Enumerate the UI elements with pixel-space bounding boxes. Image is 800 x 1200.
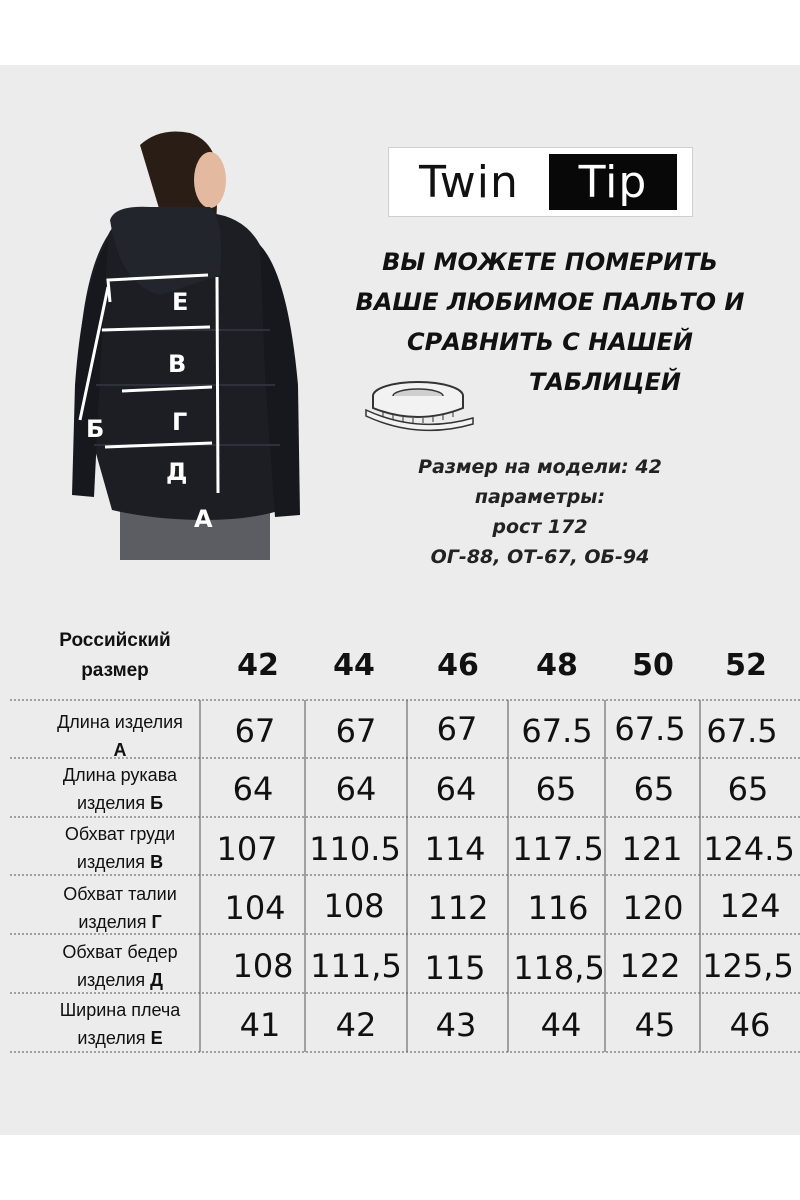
measuring-tape-icon (358, 374, 478, 434)
table-cell: 111,5 (310, 947, 402, 985)
row-label-text: Обхват талии (63, 884, 177, 904)
row-label-chest (22, 820, 218, 876)
table-cell: 108 (232, 947, 294, 985)
row-label-text: Ширина плеча (59, 1000, 181, 1020)
jacket-drawing (60, 125, 320, 560)
table-cell: 124.5 (703, 830, 795, 868)
model-height: рост 172 (492, 516, 588, 538)
table-cell: 65 (633, 770, 675, 808)
table-cell: 120 (622, 889, 684, 927)
table-cell: 42 (335, 1006, 377, 1044)
size-column-label (40, 626, 190, 686)
table-cell: 122 (619, 947, 681, 985)
table-cell: 114 (424, 830, 486, 868)
letter-b: Б (86, 415, 105, 443)
letter-e: Е (172, 288, 189, 316)
size-header: 44 (333, 648, 375, 683)
table-cell: 110.5 (309, 830, 401, 868)
table-cell: 43 (435, 1006, 477, 1044)
size-header: 46 (437, 648, 479, 683)
row-label-letter: Е (150, 1028, 163, 1048)
row-label-prefix: изделия (78, 912, 147, 932)
jacket-model-illustration (60, 125, 320, 560)
size-header: 50 (632, 648, 674, 683)
headline-line: ВЫ МОЖЕТЕ ПОМЕРИТЬ (382, 248, 718, 276)
table-cell: 67.5 (614, 710, 686, 748)
logo-word-right: Tip (549, 154, 677, 210)
row-label-prefix: изделия (77, 1028, 146, 1048)
table-cell: 112 (427, 889, 489, 927)
size-header: 48 (536, 648, 578, 683)
letter-a: А (194, 505, 213, 533)
row-label-letter: В (150, 852, 164, 872)
table-cell: 65 (727, 770, 769, 808)
table-cell: 64 (335, 770, 377, 808)
letter-v: В (168, 350, 187, 378)
letter-g: Г (172, 408, 188, 436)
table-cell: 45 (634, 1006, 676, 1044)
row-label-letter: Г (151, 912, 162, 932)
table-cell: 104 (224, 889, 286, 927)
model-parameters (380, 452, 700, 572)
row-label-waist (22, 880, 218, 936)
table-cell: 124 (719, 887, 781, 925)
table-cell: 118,5 (513, 949, 605, 987)
size-label-line: размер (81, 660, 149, 681)
row-label-text: Обхват груди (64, 824, 176, 844)
headline-line: ВАШЕ ЛЮБИМОЕ ПАЛЬТО И (355, 288, 745, 316)
table-cell: 41 (239, 1006, 281, 1044)
model-size: Размер на модели: 42 (418, 456, 662, 478)
table-cell: 46 (729, 1006, 771, 1044)
row-label-hips (22, 938, 218, 994)
table-cell: 116 (527, 889, 589, 927)
brand-logo (388, 147, 693, 217)
table-cell: 67.5 (521, 712, 593, 750)
row-label-sleeve (22, 761, 218, 817)
model-measurements: ОГ-88, ОТ-67, ОБ-94 (430, 546, 650, 568)
table-cell: 67.5 (706, 712, 778, 750)
row-label-prefix: изделия (76, 793, 146, 813)
headline-line: ТАБЛИЦЕЙ (528, 368, 681, 396)
table-cell: 107 (216, 830, 278, 868)
row-label-text: Длина рукава (62, 765, 178, 785)
row-label-length (22, 708, 218, 764)
row-label-shoulder (22, 996, 218, 1052)
size-header: 42 (237, 648, 279, 683)
letter-d: Д (166, 458, 188, 486)
row-label-letter: Б (150, 793, 164, 813)
table-cell: 117.5 (512, 830, 604, 868)
size-label-line: Российский (59, 630, 171, 651)
table-cell: 108 (323, 887, 385, 925)
table-cell: 67 (335, 712, 377, 750)
table-cell: 125,5 (702, 947, 794, 985)
table-cell: 44 (540, 1006, 582, 1044)
row-label-prefix: изделия (77, 970, 146, 990)
size-header: 52 (725, 648, 767, 683)
row-label-letter: А (113, 740, 127, 760)
row-label-prefix: изделия (76, 852, 146, 872)
table-cell: 64 (232, 770, 274, 808)
logo-word-left: Twin (389, 148, 549, 216)
model-params-title: параметры: (474, 486, 606, 508)
table-cell: 64 (435, 770, 477, 808)
row-label-letter: Д (150, 970, 163, 990)
row-label-text: Обхват бедер (62, 942, 178, 962)
table-cell: 115 (424, 949, 486, 987)
table-cell: 65 (535, 770, 577, 808)
row-label-text: Длина изделия (57, 712, 183, 732)
headline-line: СРАВНИТЬ С НАШЕЙ (406, 328, 694, 356)
table-cell: 121 (621, 830, 683, 868)
table-cell: 67 (234, 712, 276, 750)
table-cell: 67 (436, 710, 478, 748)
